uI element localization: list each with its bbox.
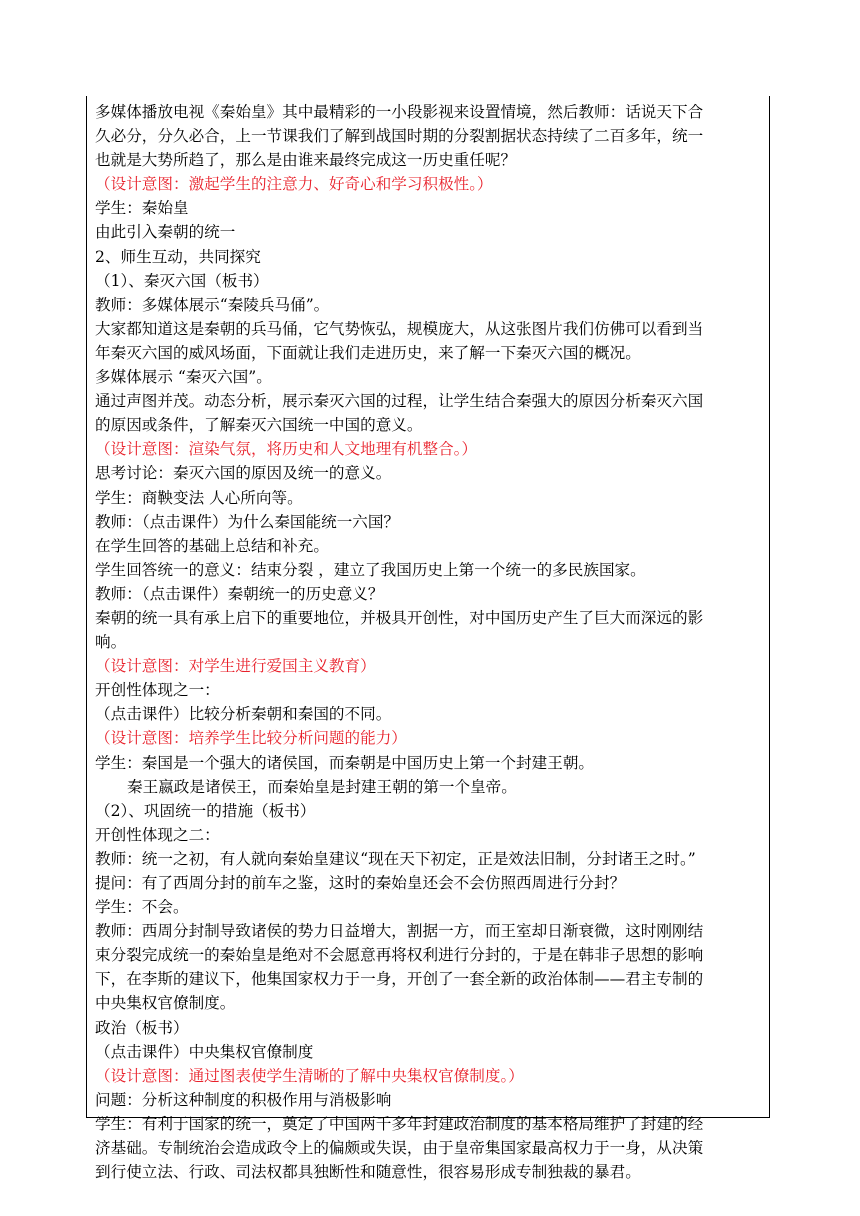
text-line: 教师：统一之初，有人就向秦始皇建议“现在天下初定，正是效法旧制，分封诸王之时。” [95, 849, 696, 868]
text-line: 济基础。专制统治会造成政令上的偏颇或失误，由于皇帝集国家最高权力于一身，从决策 [95, 1139, 704, 1158]
text-line: 多媒体展示 “秦灭六国”。 [95, 368, 272, 387]
text-line: 束分裂完成统一的秦始皇是绝对不会愿意再将权利进行分封的，于是在韩非子思想的影响 [95, 946, 704, 965]
text-line: 由此引入秦朝的统一 [95, 223, 236, 242]
text-line: （点击课件）比较分析秦朝和秦国的不同。 [95, 705, 392, 724]
design-intent-note: （设计意图：渲染气氛，将历史和人文地理有机整合。） [95, 440, 478, 459]
text-line: （点击课件）中央集权官僚制度 [95, 1042, 314, 1061]
text-line: （1）、秦灭六国（板书） [95, 271, 269, 290]
text-line: （2）、巩固统一的措施（板书） [95, 801, 316, 820]
design-intent-note: （设计意图：对学生进行爱国主义教育） [95, 657, 376, 676]
lesson-text-content [95, 100, 767, 1184]
text-line: 秦朝的统一具有承上启下的重要地位，并极具开创性，对中国历史产生了巨大而深远的影 [95, 608, 704, 627]
design-intent-note: （设计意图：培养学生比较分析问题的能力） [95, 729, 407, 748]
text-line: 学生：秦始皇 [95, 199, 189, 218]
text-line: 开创性体现之二： [95, 825, 220, 844]
text-line: 开创性体现之一： [95, 681, 220, 700]
text-line: 学生：有利于国家的统一，奠定了中国两千多年封建政治制度的基本格局维护了封建的经 [95, 1114, 704, 1133]
text-line: 下，在李斯的建议下，他集国家权力于一身，开创了一套全新的政治体制——君主专制的 [95, 970, 704, 989]
text-line: 教师：西周分封制导致诸侯的势力日益增大，割据一方，而王室却日渐衰微，这时刚刚结 [95, 922, 704, 941]
text-line: 教师：（点击课件）为什么秦国能统一六国？ [95, 512, 400, 531]
text-line: 教师：（点击课件）秦朝统一的历史意义？ [95, 584, 384, 603]
text-line: 响。 [95, 633, 127, 652]
text-line: 2、师生互动，共同探究 [95, 247, 261, 266]
text-line: 也就是大势所趋了，那么是由谁来最终完成这一历史重任呢？ [95, 151, 517, 170]
text-line: 学生：商鞅变法 人心所向等。 [95, 488, 303, 507]
text-line: 多媒体播放电视《秦始皇》其中最精彩的一小段影视来设置情境，然后教师：话说天下合 [95, 103, 704, 121]
text-line: 在学生回答的基础上总结和补充。 [95, 536, 329, 555]
text-line: 到行使立法、行政、司法权都具独断性和随意性，很容易形成专制独裁的暴君。 [95, 1163, 641, 1182]
text-line: 大家都知道这是秦朝的兵马俑，它气势恢弘，规模庞大，从这张图片我们仿佛可以看到当 [95, 319, 704, 338]
text-line: 秦王嬴政是诸侯王，而秦始皇是封建王朝的第一个皇帝。 [127, 777, 517, 796]
text-line: 政治（板书） [95, 1018, 189, 1037]
text-line: 通过声图并茂。动态分析，展示秦灭六国的过程，让学生结合秦强大的原因分析秦灭六国 [95, 392, 704, 411]
text-line: 久必分，分久必合，上一节课我们了解到战国时期的分裂割据状态持续了二百多年，统一 [95, 127, 704, 146]
text-line: 学生：不会。 [95, 898, 189, 917]
design-intent-note: （设计意图：激起学生的注意力、好奇心和学习积极性。） [95, 175, 493, 194]
design-intent-note: （设计意图：通过图表使学生清晰的了解中央集权官僚制度。） [95, 1066, 524, 1085]
text-line: 问题：分析这种制度的积极作用与消极影响 [95, 1090, 392, 1109]
text-line: 提问：有了西周分封的前车之鉴，这时的秦始皇还会不会仿照西周进行分封？ [95, 874, 626, 892]
text-line: 年秦灭六国的威风场面，下面就让我们走进历史，来了解一下秦灭六国的概况。 [95, 343, 641, 362]
text-line: 教师：多媒体展示“秦陵兵马俑”。 [95, 295, 330, 314]
text-line: 中央集权官僚制度。 [95, 994, 236, 1013]
text-line: 的原因或条件，了解秦灭六国统一中国的意义。 [95, 416, 423, 435]
text-line: 学生：秦国是一个强大的诸侯国，而秦朝是中国历史上第一个封建王朝。 [95, 753, 595, 772]
text-line: 学生回答统一的意义：结束分裂 ，建立了我国历史上第一个统一的多民族国家。 [95, 560, 646, 579]
text-line: 思考讨论：秦灭六国的原因及统一的意义。 [95, 464, 392, 483]
